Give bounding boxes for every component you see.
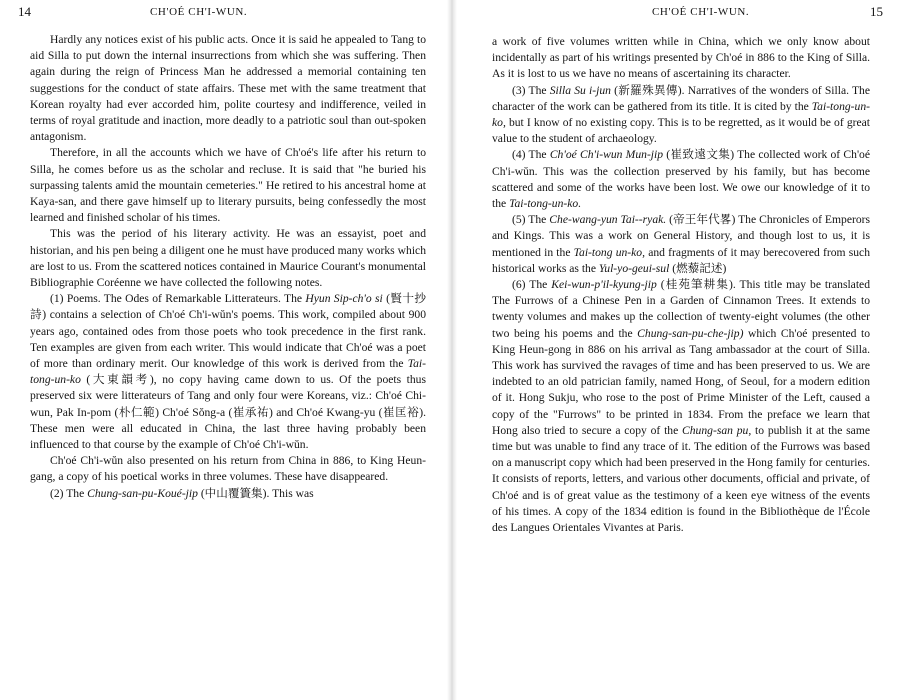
page-number: 14: [18, 4, 31, 19]
paragraph: This was the period of his literary activity. He was an essayist, poet and historian, and his pen being a diligent one he must have produced many works which are lost to us. From the scattered notices contained in Maurice Courant's monumental Bibliographie Coréenne we have collected the following notes.: [30, 227, 426, 290]
paragraph: (6) The Kei-wun-p'il-kyung-jip (桂苑筆耕集). This title may be translated The Furrows of a Chinese Pen in a Garden of Cinnamon Trees. It extends to twenty volumes and makes up the collection of twenty-eight volumes (the other two being his poems and the Chung-san-pu-che-jip) which Ch'oé presented to King Heun-gong in 886 on his arrival as Tang ambassador at the court of Silla. This work has survived the ravages of time and has been preserved to us. We are indebted to an old patrician family, named Hong, of Seoul, for a modern edition of it. Hong Sukju, who rose to the post of Prime Minister of the Left, caused a copy of the "Furrows" to be printed in 1834. From the preface we learn that Hong also tried to secure a copy of the Chung-san pu, to publish it at the same time but was unable to find any trace of it. The edition of the Furrows was based on a manuscript copy which had been preserved in the Hong family for centuries. It consists of reports, letters, and various other documents, official and private, of Ch'oé and is of great value as the testimony of a keen eye witness of the events of his times. A copy of the 1834 edition is found in the Bibliothèque de l'École des Langues Orientales Vivantes at Paris.: [492, 278, 870, 535]
left-page-body: [30, 32, 426, 502]
page-number: 15: [870, 4, 883, 19]
paragraph: (2) The Chung-san-pu-Koué-jip (中山覆簣集). This was: [50, 486, 314, 500]
paragraph: Therefore, in all the accounts which we have of Ch'oé's life after his return to Silla, he comes before us as the scholar and recluse. It is said that "he buried his surpassing talents amid the mountain cemeteries." He retired to his ancestral home at Kaya-san, and there gave himself up to literary pursuits, being confessedly the most learned and finished scholar of his times.: [30, 146, 426, 225]
paragraph: Hardly any notices exist of his public acts. Once it is said he appealed to Tang to aid Silla to put down the internal insurrections from which she was suffering. Then again during the reign of Princess Man he addressed a memorial containing ten suggestions for the conduct of state affairs. These met with the same treatment that Korean royalty had ever accorded him, polite courtesy and indifference, veiled in terms of royal gratitude and inaction, more deadly to a patriotic soul than out-spoken antagonism.: [30, 33, 426, 144]
paragraph: (1) Poems. The Odes of Remarkable Litterateurs. The Hyun Sip-ch'o si (賢十抄詩) contains a selection of Ch'oé Ch'i-wŭn's poems. This work, compiled about 900 years ago, contained odes from those poets who took precedence in the first rank. Ten examples are given from each writer. This would indicate that Ch'oé was a poet of more than ordinary merit. Our knowledge of this work is derived from the Tai-tong-un-ko (大東韻考), no copy having came down to us. Of the poets thus preserved six were litterateurs of Tang and only four were Koreans, viz.: Ch'oé Chi-wun, Pak In-pom (朴仁範) Ch'oé Sŏng-a (崔承祐) and Ch'oé Kwang-yu (崔匡裕). These men were all educated in China, the last three having probably been influenced to that course by the example of Ch'oé Ch'i-wŭn.: [30, 292, 426, 452]
paragraph: (3) The Silla Su i-jun (新羅殊異傳). Narratives of the wonders of Silla. The character of the work can be gathered from its title. It is cited by the Tai-tong-un-ko, but I know of no existing copy. This is to be regretted, as it would be of great value to the student of archaeology.: [492, 83, 871, 146]
right-page-body: [492, 34, 870, 536]
right-page: [452, 0, 900, 700]
paragraph: Ch'oé Ch'i-wŭn also presented on his return from China in 886, to King Heun-gang, a copy of his poetical works in three volumes. These have disappeared.: [30, 454, 426, 484]
paragraph: (5) The Che-wang-yun Tai--ryak. (帝王年代畧) The Chronicles of Emperors and Kings. This was a work on General History, and though lost to us, it is mentioned in the Tai-tong un-ko, and fragments of it may berecovered from such historical works as the Yul-yo-geui-sul (燃藜記述): [492, 213, 871, 275]
paragraph: a work of five volumes written while in China, which we only know about incidentally as part of his writings presented by Ch'oé in 886 to the King of Silla. As it is lost to us we have no means of ascertaining its character.: [492, 35, 870, 81]
paragraph: (4) The Ch'oé Ch'i-wun Mun-jip (崔致遠文集) The collected work of Ch'oé Ch'i-wŭn. This was the collection preserved by his family, but has become scattered and some of the works have been lost. We owe our knowledge of it to the Tai-tong-un-ko.: [492, 148, 870, 211]
running-head: CH'OÉ CH'I-WUN.: [150, 6, 248, 18]
running-head: CH'OÉ CH'I-WUN.: [652, 6, 750, 18]
